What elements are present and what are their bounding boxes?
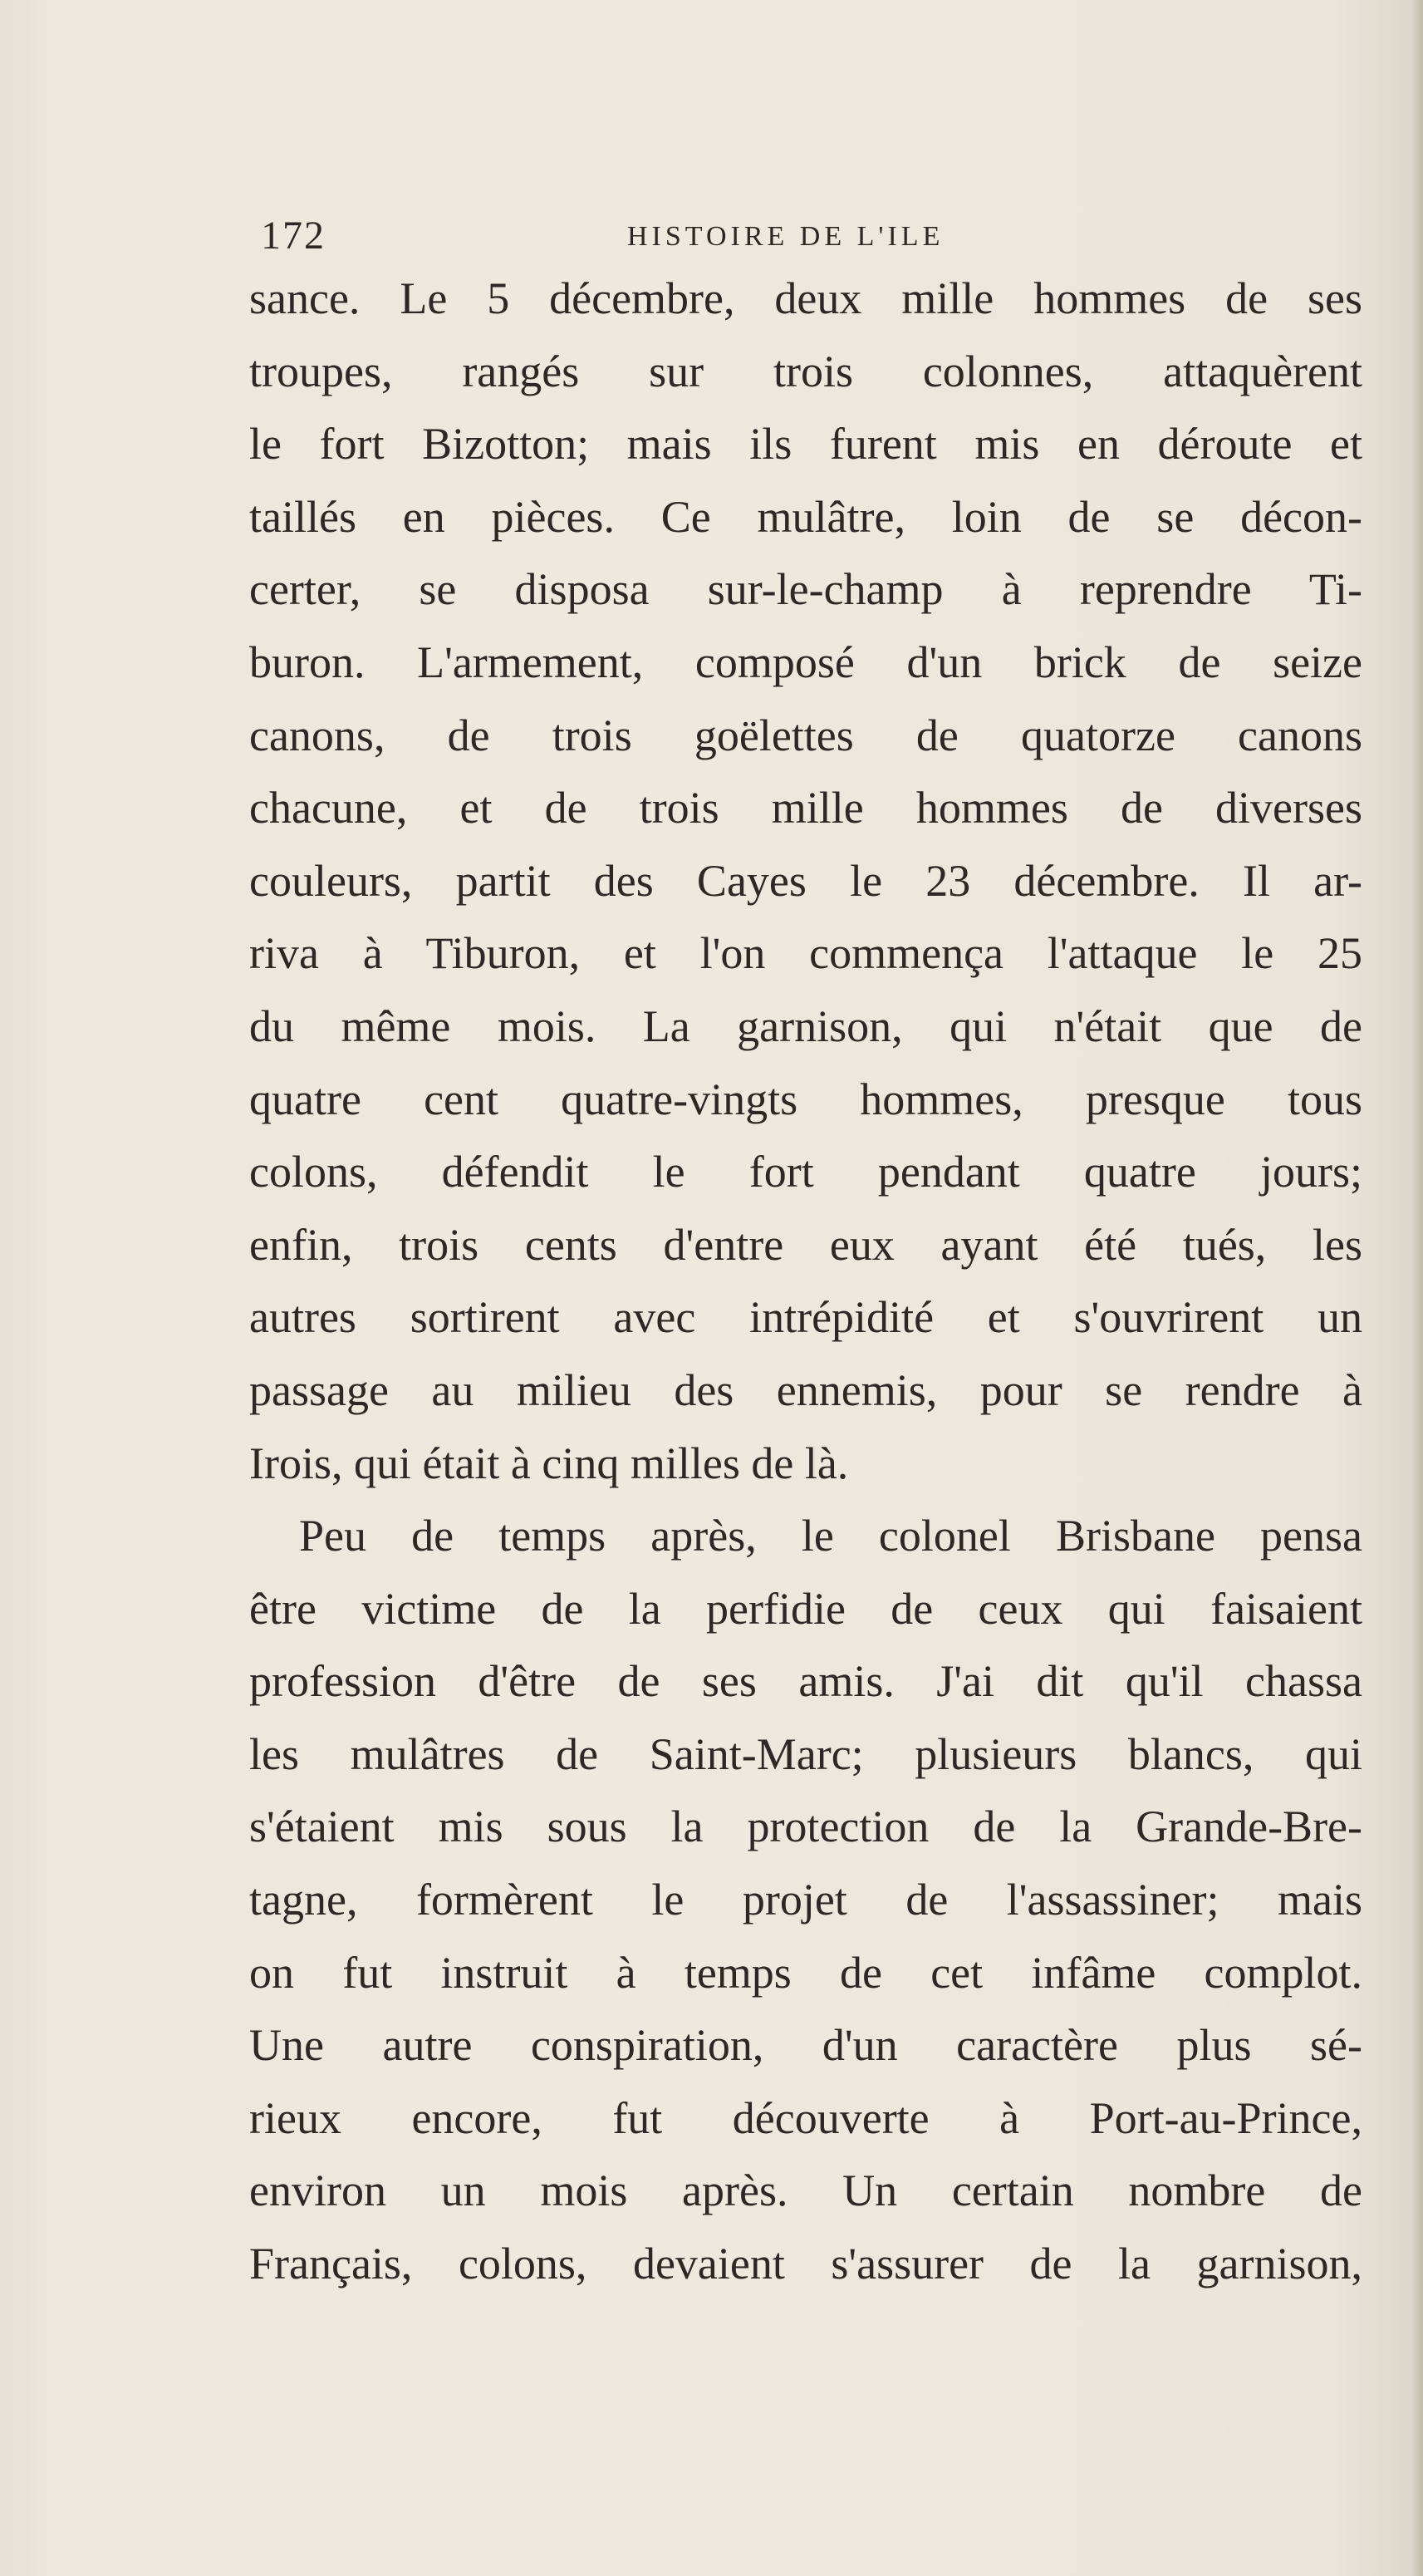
- page-edge-shadow: [1411, 0, 1423, 2576]
- text-line: certer, se disposa sur-le-champ à reprendre Ti-: [249, 564, 1362, 615]
- text-line: riva à Tiburon, et l'on commença l'attaque le 25: [249, 928, 1362, 979]
- paragraph-2: [249, 1500, 1362, 2301]
- text-line: canons, de trois goëlettes de quatorze canons: [249, 710, 1362, 760]
- paragraph-1: [249, 263, 1362, 1500]
- text-line: tagne, formèrent le projet de l'assassiner; mais: [249, 1875, 1362, 1925]
- text-line: on fut instruit à temps de cet infâme complot.: [249, 1947, 1362, 1998]
- text-line: environ un mois après. Un certain nombre de: [249, 2166, 1362, 2216]
- text-line: rieux encore, fut découverte à Port-au-Prince,: [249, 2092, 1362, 2143]
- page-header: [249, 213, 1263, 263]
- text-line: Peu de temps après, le colonel Brisbane pensa: [299, 1511, 1362, 1561]
- running-head: HISTOIRE DE L'ILE: [627, 221, 945, 252]
- text-line: du même mois. La garnison, qui n'était que de: [249, 1000, 1362, 1051]
- text-line: le fort Bizotton; mais ils furent mis en déroute et: [249, 419, 1362, 469]
- text-line: taillés en pièces. Ce mulâtre, loin de se décon-: [249, 491, 1362, 542]
- text-line: buron. L'armement, composé d'un brick de seize: [249, 637, 1362, 687]
- text-line: les mulâtres de Saint-Marc; plusieurs blancs, qui: [249, 1728, 1362, 1779]
- text-line: sance. Le 5 décembre, deux mille hommes de ses: [249, 273, 1362, 323]
- body-text: [249, 263, 1362, 2301]
- text-line: troupes, rangés sur trois colonnes, attaquèrent: [249, 346, 1362, 396]
- text-line: couleurs, partit des Cayes le 23 décembre. Il ar-: [249, 855, 1362, 906]
- text-line: quatre cent quatre-vingts hommes, presque tous: [249, 1074, 1362, 1124]
- text-line: profession d'être de ses amis. J'ai dit qu'il chassa: [249, 1656, 1362, 1707]
- text-line: colons, défendit le fort pendant quatre jours;: [249, 1147, 1362, 1197]
- text-line: enfin, trois cents d'entre eux ayant été tués, les: [249, 1219, 1362, 1270]
- page-number: 172: [261, 214, 326, 258]
- text-line: autres sortirent avec intrépidité et s'ouvrirent un: [249, 1292, 1362, 1343]
- text-line: être victime de la perfidie de ceux qui faisaient: [249, 1583, 1362, 1634]
- text-line: Irois, qui était à cinq milles de là.: [249, 1438, 849, 1488]
- text-line: Une autre conspiration, d'un caractère plus sé-: [249, 2020, 1362, 2071]
- text-line: chacune, et de trois mille hommes de diverses: [249, 783, 1362, 833]
- text-line: s'étaient mis sous la protection de la Grande-Bre-: [249, 1802, 1362, 1852]
- text-line: passage au milieu des ennemis, pour se rendre à: [249, 1364, 1362, 1415]
- text-line: Français, colons, devaient s'assurer de la garnison,: [249, 2239, 1362, 2289]
